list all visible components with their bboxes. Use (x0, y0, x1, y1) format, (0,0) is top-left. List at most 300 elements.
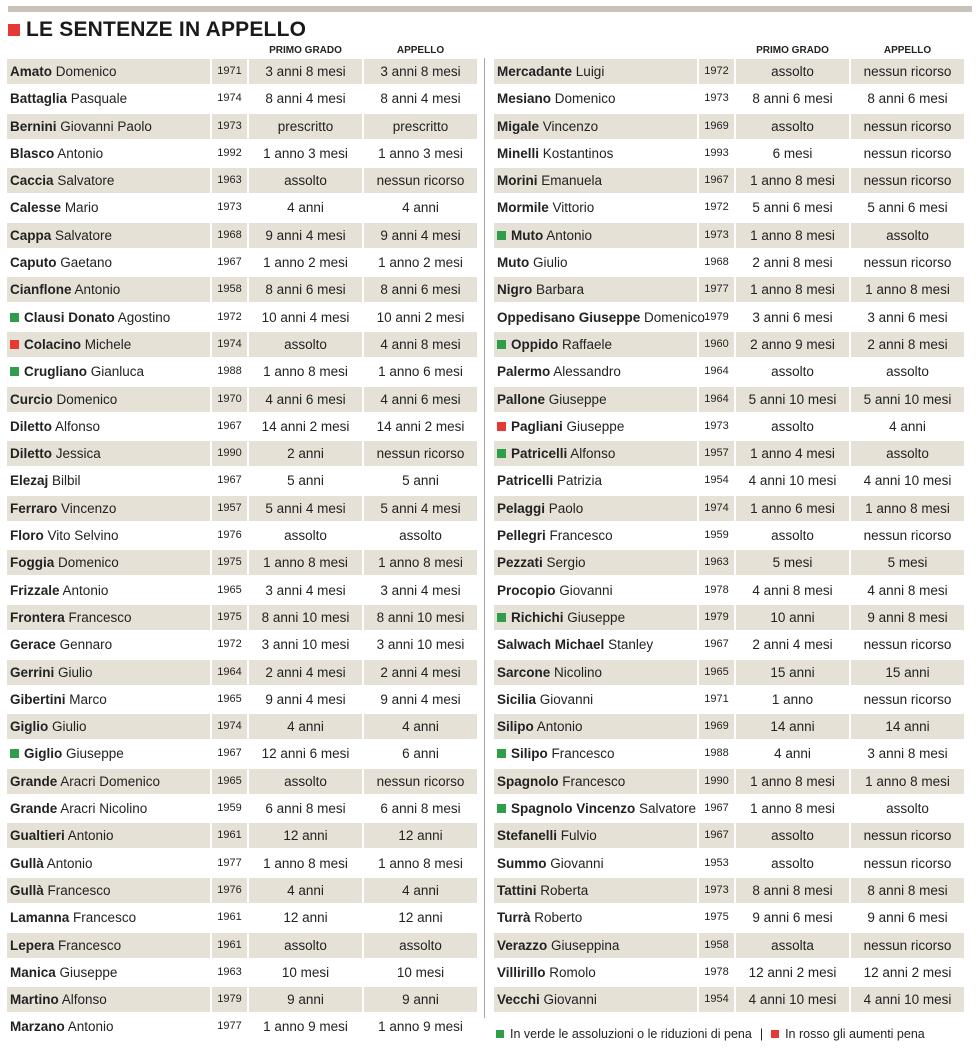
appello-cell: assolto (399, 528, 442, 544)
name-cell (7, 796, 210, 821)
appello-cell: 1 anno 2 mesi (378, 255, 463, 271)
table-row (494, 277, 964, 302)
appello-cell: 4 anni 10 mesi (863, 473, 952, 489)
table-row (7, 578, 477, 603)
name-cell (494, 277, 697, 302)
surname: Migale (497, 118, 540, 134)
primo-grado-cell: 2 anni 8 mesi (752, 255, 833, 271)
name-cell (494, 223, 697, 248)
surname: Lepera (10, 937, 55, 953)
given-name: Giuseppe (567, 609, 626, 625)
table-row (7, 332, 477, 357)
given-name: Emanuela (541, 173, 603, 189)
given-name: Giulio (52, 719, 87, 735)
given-name: Michele (84, 336, 132, 352)
birth-year-cell: 1967 (217, 474, 242, 487)
table-row (494, 414, 964, 439)
appello-cell: 1 anno 3 mesi (378, 145, 463, 161)
surname: Patricelli (497, 473, 554, 489)
appello-cell: 3 anni 6 mesi (867, 309, 948, 325)
left-header-appello: APPELLO (396, 45, 445, 56)
surname: Giglio (10, 719, 49, 735)
table-row (7, 441, 477, 466)
given-name: Marco (69, 691, 107, 707)
primo-grado-cell: 5 anni 6 mesi (752, 200, 833, 216)
table-row (7, 987, 477, 1012)
green-square-icon (497, 340, 506, 349)
name-cell (7, 359, 210, 384)
given-name: Domenico (554, 91, 616, 107)
name-cell (7, 250, 210, 275)
primo-grado-cell: 5 mesi (736, 550, 849, 575)
primo-grado-cell: 9 anni (249, 987, 362, 1012)
birth-year-cell: 1972 (217, 310, 242, 323)
table-row (494, 550, 964, 575)
name-cell (7, 195, 210, 220)
primo-grado-cell: 4 anni 10 mesi (748, 473, 837, 489)
primo-grado-cell: 8 anni 4 mesi (265, 91, 346, 107)
primo-grado-cell: 4 anni (287, 200, 324, 216)
column-divider (484, 58, 485, 1018)
birth-year-cell: 1958 (212, 277, 247, 302)
name-cell (7, 605, 210, 630)
table-row (7, 250, 477, 275)
primo-grado-cell: 8 anni 6 mesi (752, 91, 833, 107)
primo-grado-cell: 1 anno 8 mesi (249, 550, 362, 575)
table-row (494, 86, 964, 111)
appello-cell: 3 anni 4 mesi (380, 582, 461, 598)
surname: Mercadante (497, 64, 573, 79)
appello-cell: nessun ricorso (863, 528, 952, 544)
birth-year-cell: 1967 (699, 168, 734, 193)
surname: Salwach Michael (497, 637, 605, 653)
table-row (494, 769, 964, 794)
primo-grado-cell: 5 anni (287, 473, 324, 489)
primo-grado-cell: assolto (736, 59, 849, 84)
table-row (7, 960, 477, 985)
appello-cell: nessun ricorso (863, 255, 952, 271)
birth-year-cell: 1973 (212, 114, 247, 139)
given-name: Antonio (67, 1019, 114, 1035)
birth-year-cell: 1979 (212, 987, 247, 1012)
surname: Pagliani (511, 418, 563, 434)
surname: Grande (10, 773, 58, 789)
name-cell (494, 523, 697, 548)
surname: Bernini (10, 118, 57, 134)
birth-year-cell: 1974 (217, 92, 242, 105)
given-name: Roberta (540, 882, 589, 898)
birth-year-cell: 1965 (699, 660, 734, 685)
name-cell (7, 441, 210, 466)
table-row (7, 277, 477, 302)
name-cell (7, 1014, 210, 1039)
primo-grado-cell: 1 anno 8 mesi (736, 277, 849, 302)
right-header-primo-grado: PRIMO GRADO (756, 45, 829, 56)
appello-cell: 9 anni 4 mesi (364, 223, 477, 248)
birth-year-cell: 1973 (217, 201, 242, 214)
page-title (8, 17, 306, 43)
name-cell (494, 86, 697, 111)
name-cell (494, 769, 697, 794)
primo-grado-cell: 14 anni (736, 714, 849, 739)
appello-cell: assolto (886, 364, 929, 380)
appello-cell: 12 anni (364, 823, 477, 848)
given-name: Domenico (55, 64, 117, 79)
appello-cell: 1 anno 8 mesi (851, 769, 964, 794)
given-name: Salvatore (57, 173, 115, 189)
surname: Ferraro (10, 500, 58, 516)
surname: Silipo (497, 719, 534, 735)
given-name: Gianluca (90, 364, 145, 380)
given-name: Giovanni (539, 691, 594, 707)
primo-grado-cell: assolto (771, 528, 814, 544)
red-square-icon (8, 24, 20, 36)
table-row (7, 387, 477, 412)
appello-cell: 4 anni (402, 200, 439, 216)
surname: Gibertini (10, 691, 66, 707)
surname: Caccia (10, 173, 54, 189)
appello-cell: assolto (851, 441, 964, 466)
appello-cell: 4 anni 8 mesi (364, 332, 477, 357)
given-name: Giovanni (543, 992, 597, 1008)
table-row (494, 905, 964, 930)
name-cell (494, 960, 697, 985)
given-name: Antonio (46, 855, 93, 871)
appello-cell: 10 anni 2 mesi (376, 309, 465, 325)
birth-year-cell: 1965 (217, 583, 242, 596)
appello-cell: 8 anni 10 mesi (364, 605, 477, 630)
surname: Frontera (10, 609, 65, 625)
surname: Verazzo (497, 937, 548, 953)
primo-grado-cell: 1 anno 8 mesi (736, 769, 849, 794)
table-row (7, 687, 477, 712)
primo-grado-cell: 6 anni 8 mesi (265, 801, 346, 817)
primo-grado-cell: 9 anni 4 mesi (249, 223, 362, 248)
name-cell (494, 359, 697, 384)
primo-grado-cell: 8 anni 10 mesi (249, 605, 362, 630)
birth-year-cell: 1972 (699, 59, 734, 84)
given-name: Alessandro (553, 364, 621, 380)
surname: Pallone (497, 391, 546, 407)
birth-year-cell: 1961 (217, 911, 242, 924)
birth-year-cell: 1957 (212, 496, 247, 521)
appello-cell: nessun ricorso (851, 933, 964, 958)
surname: Gualtieri (10, 828, 65, 844)
birth-year-cell: 1973 (704, 419, 729, 432)
name-cell (494, 660, 697, 685)
primo-grado-cell: assolto (771, 364, 814, 380)
primo-grado-cell: 4 anni 8 mesi (752, 582, 833, 598)
appello-cell: 4 anni 10 mesi (851, 987, 964, 1012)
birth-year-cell: 1964 (212, 660, 247, 685)
primo-grado-cell: 3 anni 8 mesi (249, 59, 362, 84)
appello-cell: 3 anni 8 mesi (364, 59, 477, 84)
birth-year-cell: 1979 (699, 605, 734, 630)
surname: Blasco (10, 145, 55, 161)
table-row (494, 933, 964, 958)
name-cell (494, 741, 697, 766)
name-cell (494, 605, 697, 630)
table-row (7, 1014, 477, 1039)
table-row (7, 632, 477, 657)
name-cell (494, 250, 697, 275)
birth-year-cell: 1992 (217, 146, 242, 159)
birth-year-cell: 1971 (212, 59, 247, 84)
given-name: Giulio (58, 664, 93, 680)
green-square-icon (497, 231, 506, 240)
primo-grado-cell: 1 anno 4 mesi (736, 441, 849, 466)
green-square-icon (497, 449, 506, 458)
name-cell (7, 687, 210, 712)
table-row (7, 550, 477, 575)
birth-year-cell: 1990 (212, 441, 247, 466)
name-cell (7, 168, 210, 193)
legend-green-text: In verde le assoluzioni o le riduzioni di pena (510, 1027, 752, 1041)
given-name: Stanley (608, 637, 654, 653)
surname: Mesiano (497, 91, 552, 107)
table-row (7, 741, 477, 766)
surname: Palermo (497, 364, 551, 380)
primo-grado-cell: 15 anni (736, 660, 849, 685)
birth-year-cell: 1977 (699, 277, 734, 302)
table-row (7, 878, 477, 903)
birth-year-cell: 1988 (217, 365, 242, 378)
appello-cell: nessun ricorso (364, 441, 477, 466)
given-name: Alfonso (55, 418, 101, 434)
table-row (7, 796, 477, 821)
name-cell (494, 796, 697, 821)
name-cell (7, 141, 210, 166)
given-name: Salvatore (55, 227, 113, 243)
surname: Villirillo (497, 964, 546, 980)
birth-year-cell: 1967 (217, 419, 242, 432)
name-cell (494, 305, 705, 330)
given-name: Nicolino (554, 664, 603, 680)
surname: Lamanna (10, 910, 70, 926)
name-cell (7, 414, 210, 439)
given-name: Paolo (548, 500, 584, 516)
given-name: Antonio (57, 145, 104, 161)
name-cell (494, 714, 697, 739)
appello-cell: 1 anno 8 mesi (378, 855, 463, 871)
surname: Giglio (24, 746, 63, 762)
birth-year-cell: 1965 (212, 769, 247, 794)
birth-year-cell: 1954 (699, 987, 734, 1012)
table-row (7, 59, 477, 84)
green-square-icon (497, 613, 506, 622)
primo-grado-cell: 1 anno 8 mesi (736, 223, 849, 248)
surname: Muto (511, 227, 544, 243)
name-cell (7, 851, 210, 876)
name-cell (494, 987, 697, 1012)
surname: Diletto (10, 446, 52, 462)
appello-cell: assolto (851, 223, 964, 248)
left-header-primo-grado: PRIMO GRADO (269, 45, 342, 56)
given-name: Fulvio (560, 828, 597, 844)
name-cell (7, 86, 210, 111)
birth-year-cell: 1959 (704, 529, 729, 542)
surname: Manica (10, 964, 56, 980)
primo-grado-cell: 2 anni (249, 441, 362, 466)
birth-year-cell: 1978 (704, 965, 729, 978)
table-row (494, 359, 964, 384)
birth-year-cell: 1975 (704, 911, 729, 924)
name-cell (7, 905, 210, 930)
given-name: Vincenzo (61, 500, 117, 516)
name-cell (494, 168, 697, 193)
table-row (7, 933, 477, 958)
name-cell (7, 305, 210, 330)
given-name: Giuseppe (59, 964, 118, 980)
birth-year-cell: 1968 (212, 223, 247, 248)
primo-grado-cell: 1 anno 8 mesi (263, 364, 348, 380)
birth-year-cell: 1967 (704, 638, 729, 651)
primo-grado-cell: 12 anni 6 mesi (261, 746, 350, 762)
name-cell (7, 223, 210, 248)
surname: Colacino (24, 336, 82, 352)
birth-year-cell: 1967 (217, 747, 242, 760)
appello-cell: 9 anni 8 mesi (851, 605, 964, 630)
name-cell (494, 414, 697, 439)
table-row (494, 878, 964, 903)
table-row (7, 905, 477, 930)
name-cell (494, 195, 697, 220)
given-name: Patrizia (557, 473, 603, 489)
primo-grado-cell: 1 anno 8 mesi (263, 855, 348, 871)
appello-cell: 4 anni 8 mesi (867, 582, 948, 598)
birth-year-cell: 1964 (699, 387, 734, 412)
primo-grado-cell: assolto (249, 332, 362, 357)
name-cell (7, 496, 210, 521)
primo-grado-cell: 3 anni 6 mesi (752, 309, 833, 325)
primo-grado-cell: 12 anni (283, 910, 328, 926)
surname: Grande (10, 801, 58, 817)
name-cell (494, 687, 697, 712)
green-square-icon (497, 749, 506, 758)
surname: Muto (497, 255, 530, 271)
table-row (7, 605, 477, 630)
table-row (494, 987, 964, 1012)
appello-cell: nessun ricorso (851, 823, 964, 848)
birth-year-cell: 1975 (212, 550, 247, 575)
birth-year-cell: 1978 (704, 583, 729, 596)
table-row (494, 114, 964, 139)
given-name: Antonio (67, 828, 114, 844)
primo-grado-cell: 4 anni (249, 878, 362, 903)
table-row (494, 468, 964, 493)
appello-cell: 12 anni 2 mesi (863, 964, 952, 980)
table-row (494, 605, 964, 630)
table-row (7, 468, 477, 493)
right-column-table (494, 59, 964, 1014)
red-square-icon (497, 422, 506, 431)
given-name: Aracri Domenico (60, 773, 161, 789)
birth-year-cell: 1988 (704, 747, 729, 760)
appello-cell: 5 mesi (851, 550, 964, 575)
appello-cell: 1 anno 8 mesi (851, 496, 964, 521)
birth-year-cell: 1979 (704, 310, 729, 323)
appello-cell: 1 anno 8 mesi (364, 550, 477, 575)
name-cell (7, 714, 210, 739)
birth-year-cell: 1975 (212, 605, 247, 630)
appello-cell: 12 anni (398, 910, 443, 926)
name-cell (494, 468, 697, 493)
appello-cell: 3 anni 10 mesi (376, 637, 465, 653)
appello-cell: 5 anni 10 mesi (851, 387, 964, 412)
given-name: Antonio (546, 227, 593, 243)
primo-grado-cell: 1 anno 8 mesi (750, 801, 835, 817)
appello-cell: nessun ricorso (851, 59, 964, 84)
primo-grado-cell: 8 anni 8 mesi (736, 878, 849, 903)
given-name: Barbara (536, 282, 585, 298)
surname: Gullà (10, 855, 44, 871)
surname: Gullà (10, 882, 44, 898)
surname: Floro (10, 528, 44, 544)
appello-cell: nessun ricorso (863, 145, 952, 161)
appello-cell: 10 mesi (396, 964, 445, 980)
primo-grado-cell: 5 anni 4 mesi (249, 496, 362, 521)
appello-cell: nessun ricorso (851, 114, 964, 139)
appello-cell: assolto (886, 801, 929, 817)
surname: Gerace (10, 637, 56, 653)
surname: Tattini (497, 882, 537, 898)
surname: Richichi (511, 609, 564, 625)
surname: Oppido (511, 336, 559, 352)
given-name: Pasquale (70, 91, 128, 107)
birth-year-cell: 1967 (699, 823, 734, 848)
surname: Cianflone (10, 282, 72, 298)
table-row (7, 714, 477, 739)
birth-year-cell: 1953 (704, 856, 729, 869)
table-row (494, 851, 964, 876)
given-name: Bilbil (52, 473, 81, 489)
appello-cell: 4 anni (364, 714, 477, 739)
left-column-table (7, 59, 477, 1042)
given-name: Domenico (58, 555, 119, 571)
birth-year-cell: 1974 (212, 714, 247, 739)
birth-year-cell: 1990 (699, 769, 734, 794)
given-name: Alfonso (61, 992, 107, 1008)
name-cell (7, 387, 210, 412)
birth-year-cell: 1976 (217, 529, 242, 542)
surname: Diletto (10, 418, 52, 434)
name-cell (7, 823, 210, 848)
birth-year-cell: 1967 (704, 802, 729, 815)
name-cell (7, 632, 210, 657)
surname: Calesse (10, 200, 62, 216)
appello-cell: 8 anni 4 mesi (380, 91, 461, 107)
appello-cell: 5 anni (402, 473, 439, 489)
given-name: Aracri Nicolino (60, 801, 148, 817)
given-name: Francesco (73, 910, 137, 926)
primo-grado-cell: assolta (736, 933, 849, 958)
table-row (494, 250, 964, 275)
appello-cell: 1 anno 9 mesi (378, 1019, 463, 1035)
birth-year-cell: 1973 (699, 878, 734, 903)
name-cell (494, 141, 697, 166)
primo-grado-cell: assolto (736, 823, 849, 848)
primo-grado-cell: 14 anni 2 mesi (261, 418, 350, 434)
appello-cell: assolto (364, 933, 477, 958)
primo-grado-cell: 1 anno 9 mesi (263, 1019, 348, 1035)
table-row (494, 823, 964, 848)
surname: Patricelli (511, 446, 568, 462)
surname: Caputo (10, 255, 57, 271)
appello-cell: 9 anni (364, 987, 477, 1012)
table-row (7, 195, 477, 220)
birth-year-cell: 1973 (699, 223, 734, 248)
table-row (494, 141, 964, 166)
